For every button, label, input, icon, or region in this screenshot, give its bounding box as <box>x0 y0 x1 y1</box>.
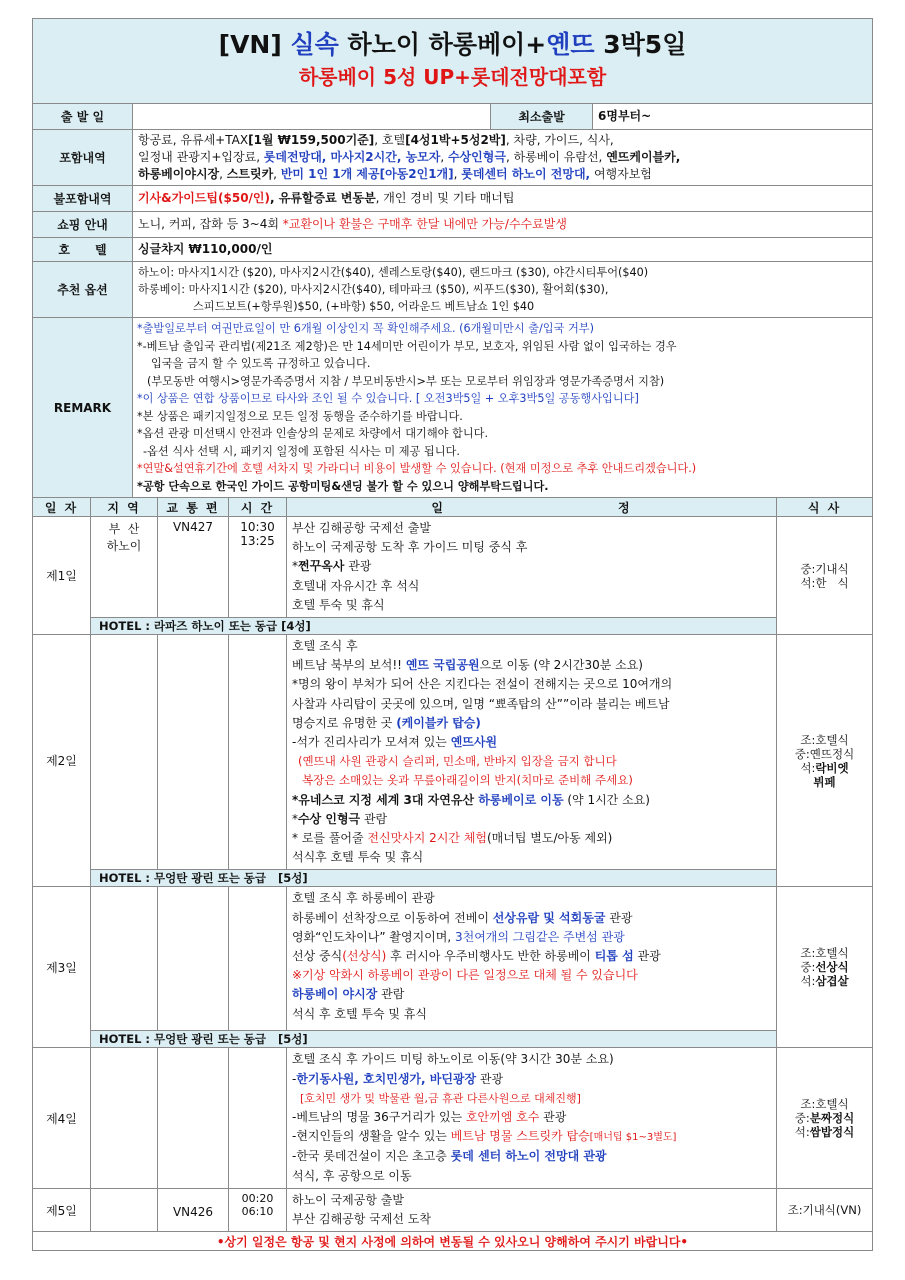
title-block <box>33 19 873 104</box>
min-departure-value: 6명부터~ <box>593 104 873 130</box>
shopping-label: 쇼핑 안내 <box>33 212 133 238</box>
itinerary: 호텔 조식 후 베트남 북부의 보석!! 옌뜨 국립공원으로 이동 (약 2시간30분 소요) *명의 왕이 부처가 되어 산은 지킨다는 전설이 전해지는 곳으로 10여개의 사찰과 사리탑이 곳곳에 있으며, 일명 “뾰족탑의 산””이라 불리는 베트남 명승지로 유명한 곳 (케이블카 탑승) -석가 진리사리가 모셔져 있는 옌뜨사원 (옌뜨내 사원 관광시 슬리퍼, 민소매, 반바지 입장을 금지 합니다 복장은 소매있는 옷과 무릎아래길이의 반지(치마로 준비해 주세요) *유네스코 지정 세계 3대 자연유산 하롱베이로 이동 (약 1시간 소요) *수상 인형극 관람 * 로를 풀어줄 전신맛사지 2시간 체험(매너팁 별도/아동 제외) 석식후 호텔 투숙 및 휴식 <box>287 635 777 870</box>
hotel-row: HOTEL : 무엉탄 광린 또는 동급 [5성] <box>33 870 873 887</box>
day-row <box>33 1048 873 1188</box>
schedule-header <box>33 498 873 517</box>
hotel-label: 호 텔 <box>33 238 133 262</box>
meal: 조:호텔식 중:선상식 석:삼겹살 <box>777 887 873 1048</box>
hotel-value: 싱글챠지 ₩110,000/인 <box>133 238 873 262</box>
departure-label: 출 발 일 <box>33 104 133 130</box>
day-label: 제1일 <box>33 517 91 635</box>
day-row <box>33 635 873 870</box>
departure-value <box>133 104 491 130</box>
col-region: 지 역 <box>91 498 158 517</box>
exclude-value: 기사&가이드팁($50/인), 유류할증료 변동분, 개인 경비 및 기타 매너팁 <box>133 186 873 212</box>
exclude-label: 불포함내역 <box>33 186 133 212</box>
flight: VN426 <box>158 1188 229 1231</box>
itinerary: 호텔 조식 후 하롱베이 관광 하롱베이 선착장으로 이동하여 전베이 선상유람 및 석회동굴 관광 영화“인도차이나” 촬영지이며, 3천여개의 그림같은 주변섬 관광 선상 중식(선상식) 후 러시아 우주비행사도 반한 하롱베이 티톱 섬 관광 ※기상 악화시 하롱베이 관광이 다른 일정으로 대체 될 수 있습니다 하롱베이 야시장 관람 석식 후 호텔 투숙 및 휴식 <box>287 887 777 1031</box>
footer-notice: •상기 일정은 항공 및 현지 사정에 의하여 변동될 수 있사오니 양해하여 주시기 바랍니다• <box>33 1232 873 1251</box>
col-day: 일 자 <box>33 498 91 517</box>
remark-label: REMARK <box>33 318 133 498</box>
day-row <box>33 887 873 1031</box>
col-transport: 교 통 편 <box>158 498 229 517</box>
meal: 중:기내식 석:한 식 <box>777 517 873 635</box>
day-label: 제5일 <box>33 1188 91 1231</box>
hotel-row: HOTEL : 무엉탄 광린 또는 동급 [5성] <box>33 1031 873 1048</box>
itinerary: 하노이 국제공항 출발 부산 김해공항 국제선 도착 <box>287 1188 777 1231</box>
day-label: 제3일 <box>33 887 91 1048</box>
time: 10:30 13:25 <box>229 517 287 618</box>
shopping-value: 노니, 커피, 잡화 등 3~4회 *교환이나 환불은 구매후 한달 내에만 가능/수수료발생 <box>133 212 873 238</box>
options-label: 추천 옵션 <box>33 262 133 318</box>
schedule-table <box>32 497 873 1251</box>
include-value: 항공료, 유류세+TAX[1월 ₩159,500기준], 호텔[4성1박+5성2박], 차량, 가이드, 식사, 일정내 관광지+입장료, 롯데전망대, 마사지2시간, 농모자, 수상인형극, 하롱베이 유람선, 옌뜨케이블카, 하롱베이야시장, 스트릿카, 반미 1인 1개 제공[아동2인1개], 롯데센터 하노이 전망대, 여행자보험 <box>133 130 873 186</box>
col-time: 시 간 <box>229 498 287 517</box>
day-label: 제2일 <box>33 635 91 887</box>
col-itinerary: 일 정 <box>287 498 777 517</box>
col-meal: 식 사 <box>777 498 873 517</box>
info-table <box>32 18 873 498</box>
day-row <box>33 517 873 618</box>
itinerary-document <box>32 18 872 1251</box>
meal: 조:호텔식 중:분짜정식 석:쌈밥정식 <box>777 1048 873 1188</box>
hotel-row: HOTEL : 라파즈 하노이 또는 동급 [4성] <box>33 618 873 635</box>
remark-value: *출발일로부터 여권만료일이 만 6개월 이상인지 꼭 확인해주세요. (6개월미만시 출/입국 거부) *-베트남 출입국 관리법(제21조 제2항)은 만 14세미만 어린이가 부모, 보호자, 위임된 사람 없이 입국하는 경우 입국을 금지 할 수 있도록 규정하고 있습니다. (부모동반 여행시>영문가족증명서 지참 / 부모비동반시>부 또는 모로부터 위임장과 영문가족증명서 지참) *이 상품은 연합 상품이므로 타사와 조인 될 수 있습니다. [ 오전3박5일 + 오후3박5일 공동행사입니다] *본 상품은 패키지일정으로 모든 일정 동행을 준수하기를 바랍니다. *옵션 관광 미선택시 안전과 인솔상의 문제로 차량에서 대기해야 합니다. -옵션 식사 선택 시, 패키지 일정에 포함된 식사는 미 제공 됩니다. *연말&설연휴기간에 호텔 서차지 및 가라디너 비용이 발생할 수 있습니다. (현재 미정으로 추후 안내드리겠습니다.) *공항 단속으로 한국인 가이드 공항미팅&샌딩 불가 할 수 있으니 양해부탁드립니다. <box>133 318 873 498</box>
meal: 조:기내식(VN) <box>777 1188 873 1231</box>
page-subtitle: 하롱베이 5성 UP+롯데전망대포함 <box>298 65 607 89</box>
meal: 조:호텔식 중:옌뜨정식 석:락비엣 뷔페 <box>777 635 873 887</box>
min-departure-label: 최소출발 <box>491 104 593 130</box>
page-title: [VN] 실속 하노이 하롱베이+옌뜨 3박5일 <box>218 30 687 59</box>
options-value: 하노이: 마사지1시간 ($20), 마사지2시간($40), 센레스토랑($40), 랜드마크 ($30), 야간시티투어($40) 하롱베이: 마사지1시간 ($20), 마사지2시간($40), 테마파크 ($50), 씨푸드($30), 활어회($30), 스피드보트(+항루원)$50, (+바항) $50, 어라운드 베트남쇼 1인 $40 <box>133 262 873 318</box>
itinerary: 호텔 조식 후 가이드 미팅 하노이로 이동(약 3시간 30분 소요) -한기동사원, 호치민생가, 바딘광장 관광 [호치민 생가 및 박물관 월,금 휴관 다른사원으로 대체진행] -베트남의 명물 36구거리가 있는 호안끼엠 호수 관광 -현지인들의 생활을 알수 있는 베트남 명물 스트릿카 탑승[매너팁 $1~3별도] -한국 롯데건설이 지은 초고층 롯데 센터 하노이 전망대 관광 석식, 후 공항으로 이동 <box>287 1048 777 1188</box>
day-label: 제4일 <box>33 1048 91 1188</box>
itinerary: 부산 김해공항 국제선 출발 하노이 국제공항 도착 후 가이드 미팅 중식 후 *쩐꾸옥사 관광 호텔내 자유시간 후 석식 호텔 투숙 및 휴식 <box>287 517 777 618</box>
include-label: 포함내역 <box>33 130 133 186</box>
day-row <box>33 1188 873 1231</box>
flight: VN427 <box>158 517 229 618</box>
region: 부 산 하노이 <box>91 517 158 618</box>
time: 00:20 06:10 <box>229 1188 287 1231</box>
